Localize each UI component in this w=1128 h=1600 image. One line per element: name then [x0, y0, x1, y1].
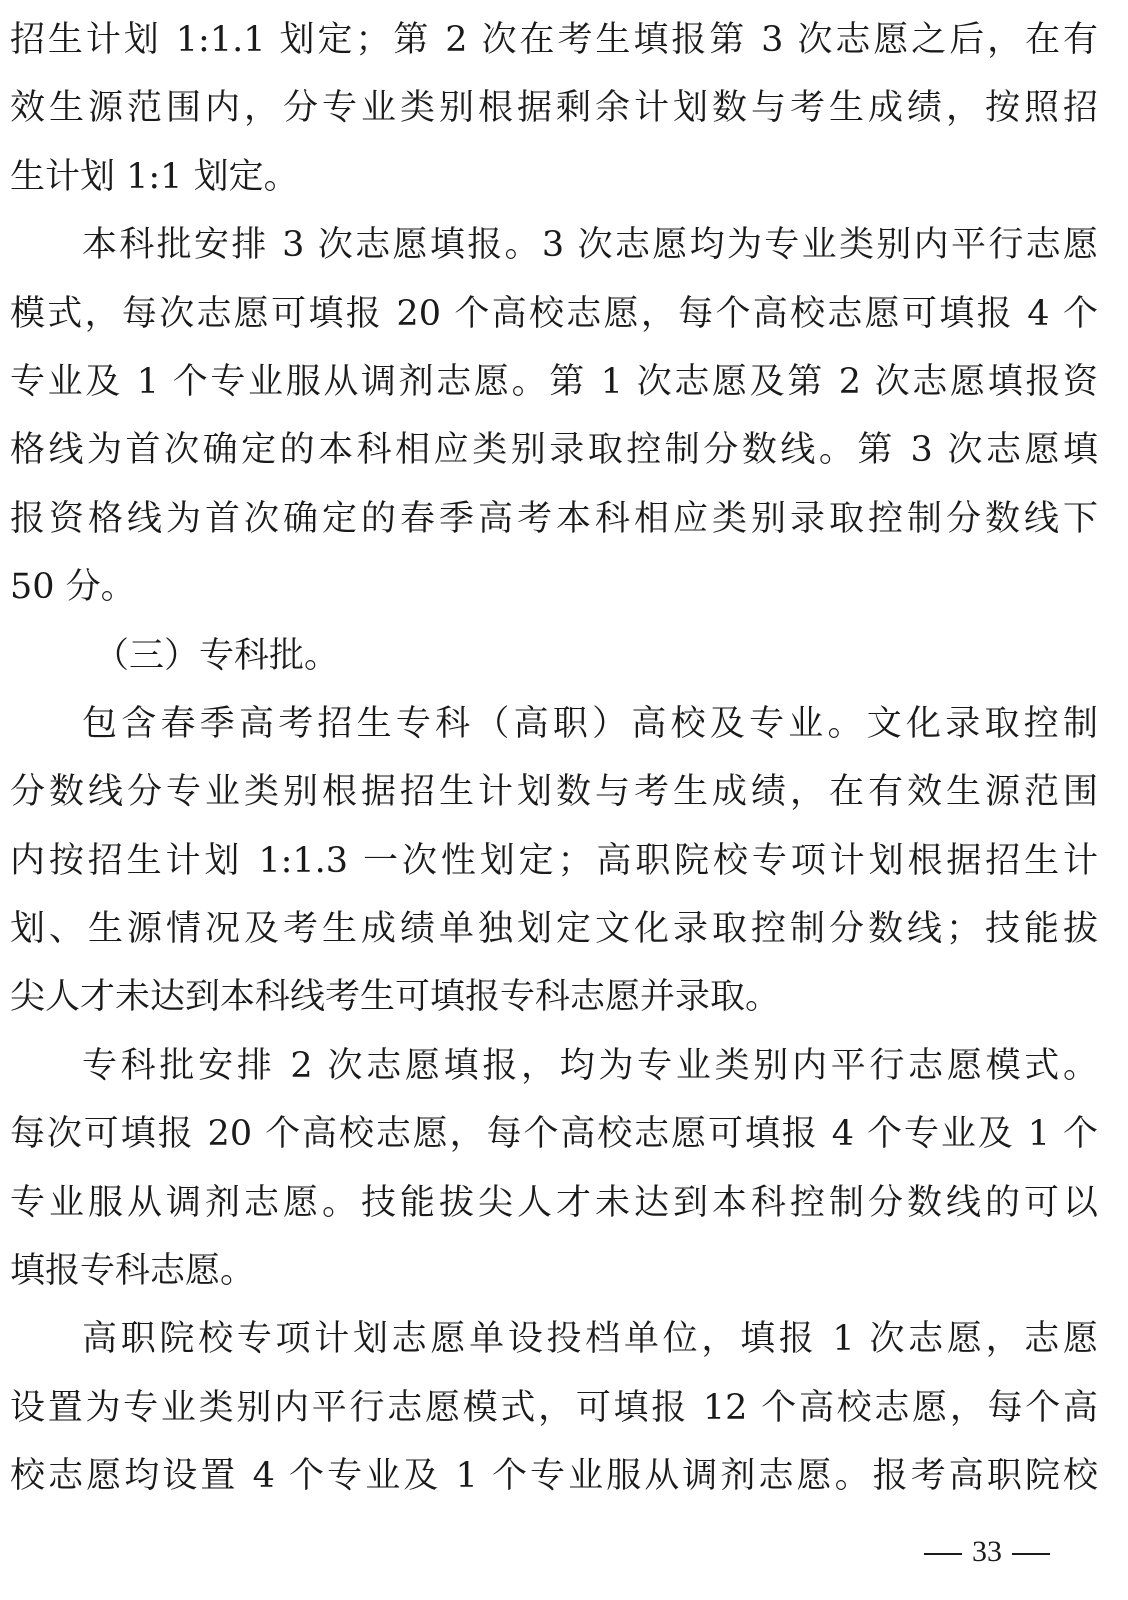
- text-line: 招生计划 1:1.1 划定；第 2 次在考生填报第 3 次志愿之后，在有: [10, 20, 1098, 60]
- body-text: [10, 6, 1098, 1511]
- text-line: 设置为专业类别内平行志愿模式，可填报 12 个高校志愿，每个高: [10, 1387, 1098, 1428]
- text-line: 模式，每次志愿可填报 20 个高校志愿，每个高校志愿可填报 4 个: [10, 293, 1098, 334]
- text-line: 生计划 1:1 划定。: [10, 156, 299, 197]
- paragraph-first-line: 包含春季高考招生专科（高职）高校及专业。文化录取控制: [82, 703, 1098, 744]
- page-number: [914, 1532, 1060, 1572]
- text-line: 50 分。: [10, 567, 136, 608]
- text-line: 分数线分专业类别根据招生计划数与考生成绩，在有效生源范围: [10, 772, 1098, 813]
- dash-left: [924, 1553, 962, 1555]
- text-line: 每次可填报 20 个高校志愿，每个高校志愿可填报 4 个专业及 1 个: [10, 1114, 1098, 1155]
- paragraph-first-line: 本科批安排 3 次志愿填报。3 次志愿均为专业类别内平行志愿: [82, 225, 1098, 266]
- text-line: 效生源范围内，分专业类别根据剩余计划数与考生成绩，按照招: [10, 88, 1098, 129]
- section-heading: （三）专科批。: [94, 635, 340, 676]
- page-number-value: 33: [972, 1535, 1002, 1568]
- text-line: 划、生源情况及考生成绩单独划定文化录取控制分数线；技能拔: [10, 909, 1098, 950]
- text-line: 格线为首次确定的本科相应类别录取控制分数线。第 3 次志愿填: [10, 430, 1098, 471]
- text-line: 校志愿均设置 4 个专业及 1 个专业服从调剂志愿。报考高职院校: [10, 1456, 1098, 1497]
- text-line: 报资格线为首次确定的春季高考本科相应类别录取控制分数线下: [10, 498, 1098, 539]
- text-line: 尖人才未达到本科线考生可填报专科志愿并录取。: [10, 977, 781, 1018]
- paragraph-first-line: 专科批安排 2 次志愿填报，均为专业类别内平行志愿模式。: [82, 1045, 1098, 1086]
- text-line: 专业服从调剂志愿。技能拔尖人才未达到本科控制分数线的可以: [10, 1182, 1098, 1223]
- text-line: 填报专科志愿。: [10, 1251, 256, 1292]
- text-line: 专业及 1 个专业服从调剂志愿。第 1 次志愿及第 2 次志愿填报资: [10, 361, 1098, 402]
- dash-right: [1012, 1553, 1050, 1555]
- paragraph-first-line: 高职院校专项计划志愿单设投档单位，填报 1 次志愿，志愿: [82, 1319, 1098, 1360]
- text-line: 内按招生计划 1:1.3 一次性划定；高职院校专项计划根据招生计: [10, 840, 1098, 881]
